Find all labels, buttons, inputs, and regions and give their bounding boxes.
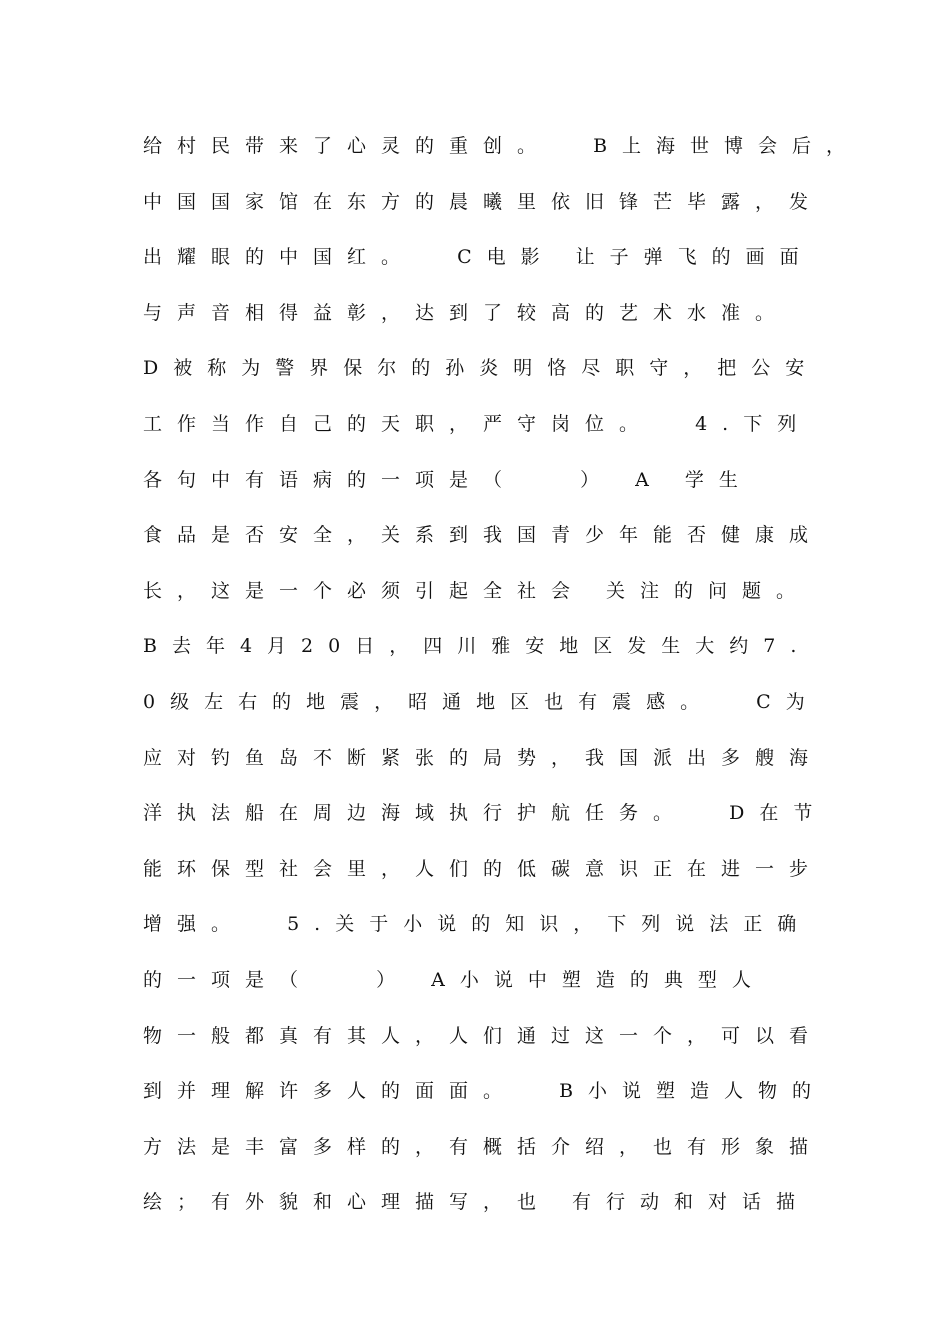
text-line: 食品是否安全，关系到我国青少年能否健康成 <box>143 524 824 547</box>
text-line: 给村民带来了心灵的重创。 B上海世博会后， <box>143 135 861 157</box>
text-line: 物一般都真有其人，人们通过这一个，可以看 <box>143 1024 824 1047</box>
text-line: 的一项是（ ） A小说中塑造的典型人 <box>143 968 766 991</box>
text-line: 增强。 5.关于小说的知识，下列说法正确 <box>143 913 812 936</box>
text-line: 出耀眼的中国红。 C电影 让子弹飞的画面 <box>143 246 814 269</box>
text-body <box>143 126 861 1238</box>
text-line: 长，这是一个必须引起全社会 关注的问题。 <box>143 579 811 602</box>
text-line: D被称为警界保尔的孙炎明恪尽职守，把公安 <box>143 357 820 380</box>
text-line: 到并理解许多人的面面。 B小说塑造人物的 <box>143 1080 827 1103</box>
text-line: 应对钓鱼岛不断紧张的局势，我国派出多艘海 <box>143 746 824 769</box>
text-line: 中国国家馆在东方的晨曦里依旧锋芒毕露，发 <box>143 190 824 213</box>
text-line: 0级左右的地震，昭通地区也有震感。 C为 <box>143 690 820 713</box>
text-line: 能环保型社会里，人们的低碳意识正在进一步 <box>143 857 824 880</box>
text-line: 与声音相得益彰，达到了较高的艺术水准。 <box>143 301 790 324</box>
text-line: 绘；有外貌和心理描写，也 有行动和对话描 <box>143 1191 811 1214</box>
text-line: 方法是丰富多样的，有概括介绍，也有形象描 <box>143 1135 824 1158</box>
text-line: 各句中有语病的一项是（ ） A 学生 <box>143 468 753 491</box>
text-line: 工作当作自己的天职，严守岗位。 4.下列 <box>143 412 812 435</box>
text-line: B去年4月20日，四川雅安地区发生大约7. <box>143 635 812 658</box>
text-line: 洋执法船在周边海域执行护航任务。 D在节 <box>143 802 828 825</box>
